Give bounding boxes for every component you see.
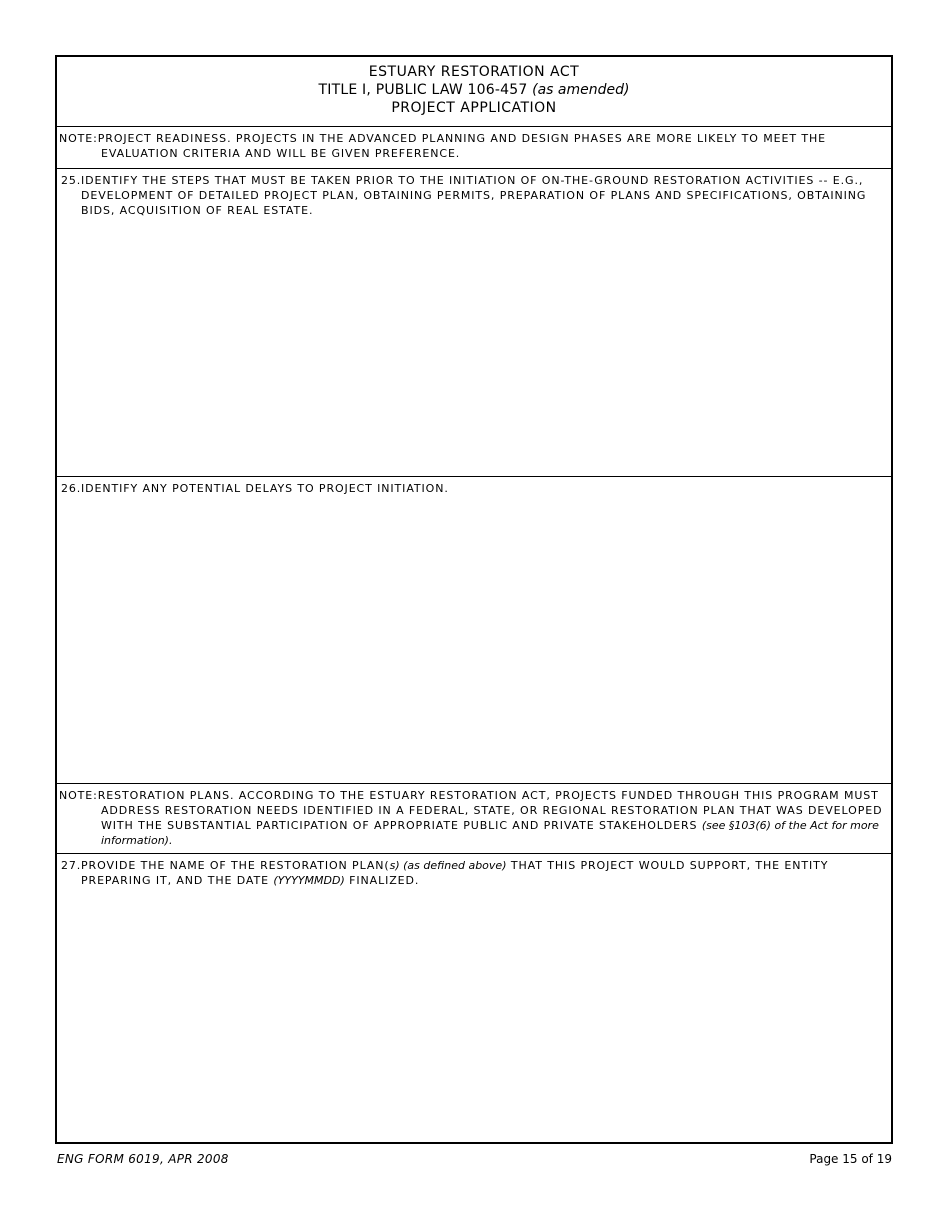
question-number: 25. xyxy=(61,174,82,187)
question-27-field[interactable] xyxy=(57,854,891,1144)
question-26-field[interactable] xyxy=(57,477,891,784)
page-number: Page 15 of 19 xyxy=(809,1152,892,1166)
note-label: NOTE: xyxy=(59,789,98,802)
form-header xyxy=(57,57,891,127)
note-text-line1: RESTORATION PLANS. ACCORDING TO THE ESTUARY RESTORATION ACT, PROJECTS FUNDED THROUGH THIS PROGRAM MUST xyxy=(97,789,879,802)
form-subtitle: PROJECT APPLICATION xyxy=(391,100,557,116)
note-label: NOTE: xyxy=(59,132,98,145)
question-26-text: IDENTIFY ANY POTENTIAL DELAYS TO PROJECT INITIATION. xyxy=(81,482,449,495)
question-25-field[interactable] xyxy=(57,169,891,477)
note-text-line2: EVALUATION CRITERIA AND WILL BE GIVEN PREFERENCE. xyxy=(101,147,461,160)
note-text-rest: ADDRESS RESTORATION NEEDS IDENTIFIED IN A FEDERAL, STATE, OR REGIONAL RESTORATION PLAN THAT WAS DEVELOPED WITH THE SUBSTANTIAL PARTICIPATION OF APPROPRIATE PUBLIC AND PRIVATE STAKEHOLDERS (see §103(6) of the Act for more information). xyxy=(101,804,883,847)
question-number: 27. xyxy=(61,859,82,872)
form-identifier: ENG FORM 6019, APR 2008 xyxy=(57,1152,229,1166)
note-text-line1: PROJECT READINESS. PROJECTS IN THE ADVANCED PLANNING AND DESIGN PHASES ARE MORE LIKELY TO MEET THE xyxy=(97,132,826,145)
question-25-text: IDENTIFY THE STEPS THAT MUST BE TAKEN PRIOR TO THE INITIATION OF ON-THE-GROUND RESTORATION ACTIVITIES -- E.G., DEVELOPMENT OF DETAILED PROJECT PLAN, OBTAINING PERMITS, PREPARATION OF PLANS AND SPECIFICATIONS, OBTAINING BIDS, ACQUISITION OF REAL ESTATE. xyxy=(81,174,867,217)
note-restoration-plans xyxy=(57,784,891,854)
form-title: ESTUARY RESTORATION ACT xyxy=(368,64,580,80)
question-number: 26. xyxy=(61,482,82,495)
note-project-readiness xyxy=(57,127,891,169)
application-form xyxy=(55,55,893,1144)
question-27-text: PROVIDE THE NAME OF THE RESTORATION PLAN(s) (as defined above) THAT THIS PROJECT WOULD SUPPORT, THE ENTITY PREPARING IT, AND THE DATE (YYYYMMDD) FINALIZED. xyxy=(81,859,829,887)
form-law-title: TITLE I, PUBLIC LAW 106-457 (as amended) xyxy=(318,82,630,98)
